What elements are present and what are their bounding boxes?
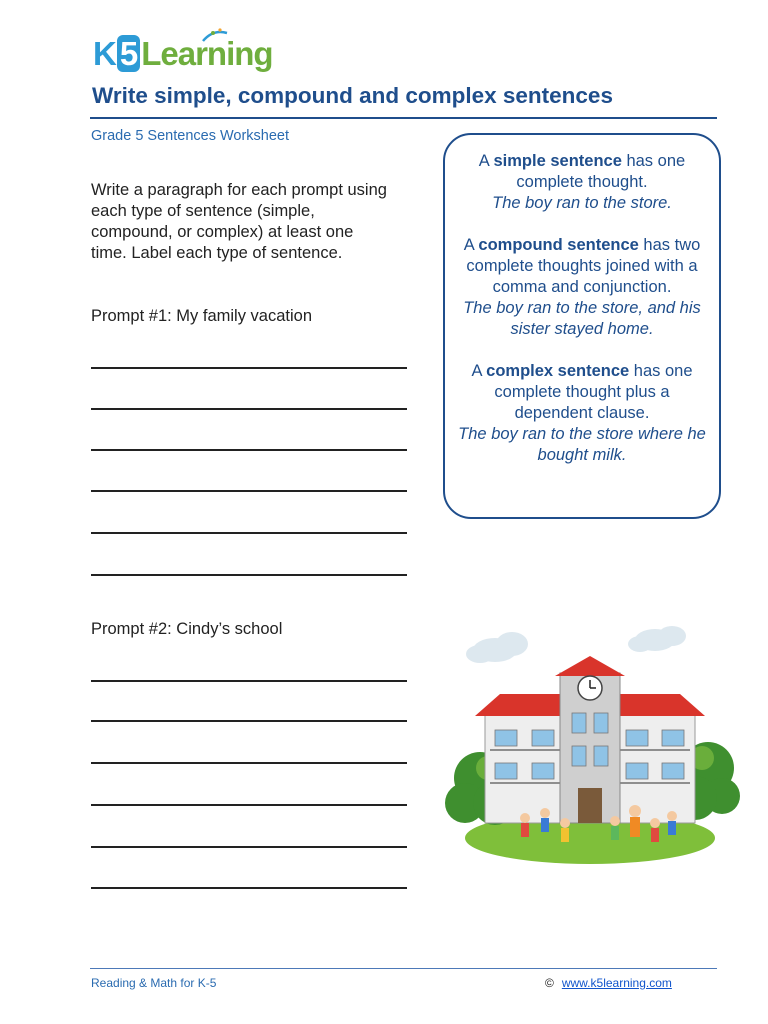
page-title: Write simple, compound and complex sentences [92,83,613,108]
writing-line[interactable] [91,574,407,576]
title-divider [90,117,717,119]
school-building-illustration [440,618,740,868]
writing-line[interactable] [91,490,407,492]
writing-line[interactable] [91,804,407,806]
writing-line[interactable] [91,762,407,764]
writing-line[interactable] [91,680,407,682]
copyright-symbol: © [545,976,554,990]
prompt-2-label: Prompt #2: Cindy’s school [91,620,283,638]
writing-line[interactable] [91,846,407,848]
simple-example: The boy ran to the store. [492,194,672,212]
k5-learning-logo [93,27,273,73]
writing-line[interactable] [91,367,407,369]
writing-line[interactable] [91,720,407,722]
writing-line[interactable] [91,408,407,410]
footer-tagline: Reading & Math for K-5 [91,976,217,990]
compound-definition: A compound sentence has two complete thoughts joined with a comma and conjunction. [463,236,701,296]
writing-line[interactable] [91,887,407,889]
sentence-types-box [443,133,721,519]
prompt-1-label: Prompt #1: My family vacation [91,307,312,325]
footer-copyright [545,976,672,990]
compound-example: The boy ran to the store, and his sister stayed home. [463,299,701,338]
writing-line[interactable] [91,532,407,534]
worksheet-subtitle: Grade 5 Sentences Worksheet [91,128,290,144]
simple-definition: A simple sentence has one complete thought. [478,152,686,191]
footer-website-link[interactable]: www.k5learning.com [561,976,672,990]
complex-definition: A complex sentence has one complete thought plus a dependent clause. [471,362,693,422]
footer-divider [90,968,717,969]
complex-example: The boy ran to the store where he bought milk. [458,425,706,464]
instructions-text: Write a paragraph for each prompt using each type of sentence (simple, compound, or complex) at least one time. Label each type of sentence. [91,181,387,262]
logo-wordmark: K 5 Learning [93,35,273,72]
writing-line[interactable] [91,449,407,451]
